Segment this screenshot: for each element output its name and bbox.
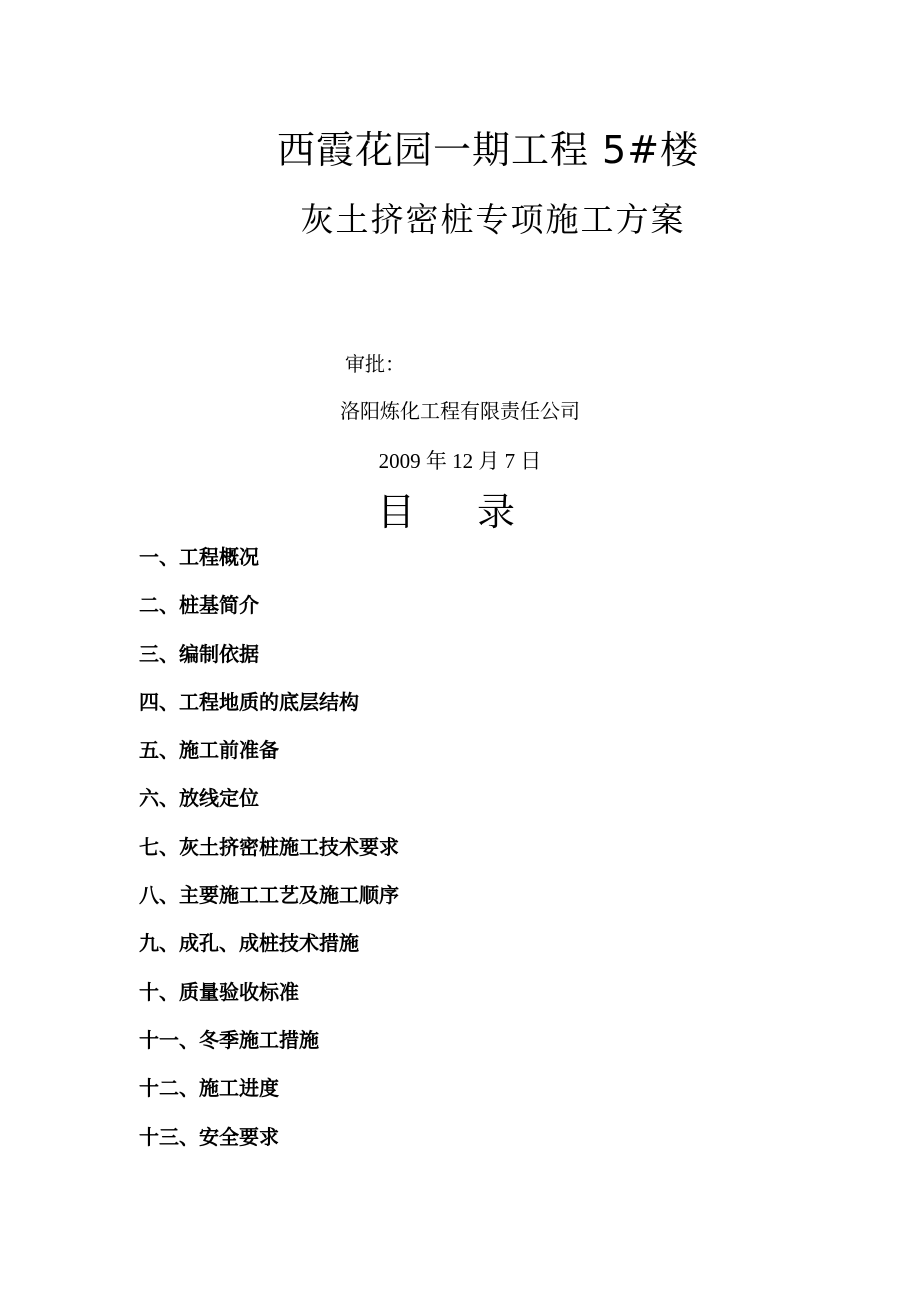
toc-heading-left: 目 xyxy=(377,490,416,534)
toc-item: 十、质量验收标准 xyxy=(139,979,299,1004)
toc-item: 九、成孔、成桩技术措施 xyxy=(139,931,359,956)
toc-item: 五、施工前准备 xyxy=(139,738,279,763)
toc-item: 十一、冬季施工措施 xyxy=(139,1027,319,1052)
toc-item: 十二、施工进度 xyxy=(139,1076,279,1101)
toc-item: 四、工程地质的底层结构 xyxy=(139,689,359,714)
document-date: 2009 年 12 月 7 日 xyxy=(378,449,542,473)
toc-item: 十三、安全要求 xyxy=(139,1124,279,1149)
toc-item: 七、灰土挤密桩施工技术要求 xyxy=(139,834,399,859)
toc-heading xyxy=(377,486,515,538)
toc-list xyxy=(139,540,399,1168)
document-subtitle: 灰土挤密桩专项施工方案 xyxy=(300,200,686,239)
toc-item: 八、主要施工工艺及施工顺序 xyxy=(139,883,399,908)
toc-item: 三、编制依据 xyxy=(139,641,259,666)
approval-label: 审批： xyxy=(345,352,405,376)
toc-item: 二、桩基简介 xyxy=(139,593,259,618)
company-name: 洛阳炼化工程有限责任公司 xyxy=(340,399,580,423)
document-title: 西霞花园一期工程 5#楼 xyxy=(276,128,700,172)
toc-item: 六、放线定位 xyxy=(139,786,259,811)
toc-item: 一、工程概况 xyxy=(139,545,259,569)
toc-heading-right: 录 xyxy=(477,490,516,534)
